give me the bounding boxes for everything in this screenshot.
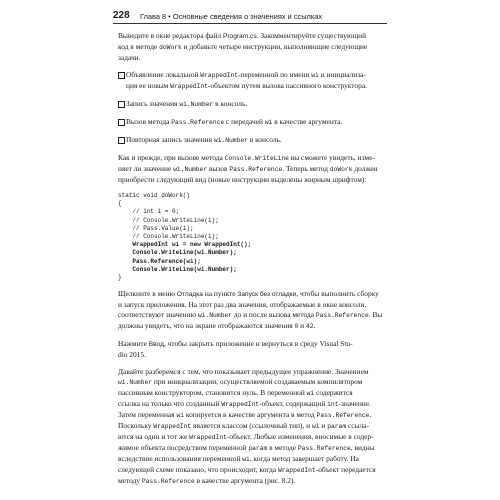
intro-paragraph [118, 31, 392, 63]
text-line: няет ли значение wi.Number вызов Pass.Reference. Теперь метод doWork должен [118, 164, 378, 173]
text-line: Щелкните в меню Отладка на пункте Запуск без отладки, чтобы выполнить сборку [118, 289, 379, 299]
text-line: Вызов метода Pass.Reference с передачей wi в качестве аргумента. [126, 117, 343, 126]
list-item [118, 70, 392, 92]
text-line: Давайте разберемся с тем, что показывает предыдущее упражнение. Значением [118, 367, 369, 377]
checkbox-bullet-icon [118, 119, 125, 126]
text-line: Запись значения wi.Number в консоль. [126, 99, 248, 108]
text-line: Затем переменная wi копируется в качестве аргумента в метод Pass.Reference. [118, 410, 372, 420]
text-line: Как и прежде, при вызове метода Console.WriteLine вы сможете увидеть, изме- [118, 153, 375, 162]
paragraph [118, 367, 392, 487]
text-line: методу Pass.Reference в качестве аргумента (рис. 8.2). [118, 476, 296, 486]
list-item [118, 99, 392, 110]
code-line: // Console.WriteLine(i); [118, 233, 219, 241]
text-line: ция ее новым WrappedInt-объектом путем вызова пассивного конструктора. [126, 81, 367, 90]
text-line: Выведите в окне редактора файл Program.cs. Закомментируйте существующий [118, 31, 367, 40]
list-item [118, 135, 392, 146]
running-header [113, 11, 387, 24]
code-line-bold: Console.WriteLine(wi.Number); [118, 265, 237, 273]
text-line: Повторная запись значения wi.Number в консоль. [126, 135, 282, 144]
text-line: Нажмите Ввод, чтобы закрыть приложение и вернуться в среду Visual Stu- [118, 339, 353, 349]
page-body [118, 31, 392, 487]
code-line-bold: Pass.Reference(wi); [118, 257, 201, 265]
checkbox-bullet-icon [118, 72, 125, 79]
text-line: ются на один и тот же WrappedInt-объект. Любые изменения, вносимые в содер- [118, 432, 374, 442]
text-line: должны увидеть, что на экране отображаются значения 0 и 42. [118, 321, 316, 331]
text-line: Объявление локальной WrappedInt-переменной по имени wi и инициализа- [126, 70, 366, 79]
paragraph [118, 153, 392, 185]
code-line: { [118, 200, 122, 208]
text-line: жимое объекта посредством переменной param в методе Pass.Reference, видны [118, 443, 375, 453]
text-line: и запуск приложения. На этот раз два значения, отображаемые в окне консоли, [118, 300, 367, 310]
code-line: // int i = 0; [118, 208, 180, 216]
code-line: } [118, 274, 122, 282]
text-line: ссылка на только что созданный WrappedInt-объект, содержащий int-значение. [118, 399, 371, 409]
paragraph [118, 339, 392, 360]
text-line: dio 2015. [118, 350, 146, 360]
text-line: код в методе doWork и добавьте четыре инструкции, выполняющие следующие [118, 42, 368, 51]
text-line: приобрести следующий вид (новые инструкции выделены жирным шрифтом): [118, 175, 367, 184]
text-line: wi.Number при инициализации, осуществляемой создаваемым компилятором [118, 377, 363, 387]
text-line: пассивным конструктором, становится нуль. В переменной wi содержится [118, 388, 353, 398]
code-line: // Console.WriteLine(i); [118, 216, 219, 224]
paragraph [118, 289, 392, 332]
code-line: static void doWork() [118, 192, 191, 199]
code-line-bold: WrappedInt wi = new WrappedInt(); [118, 241, 252, 249]
text-line: вследствие использования переменной wi, когда метод завершает работу. На [118, 454, 359, 464]
text-line: соответствуют значению wi.Number до и после вызова метода Pass.Reference. Вы [118, 310, 383, 320]
list-item [118, 117, 392, 128]
code-line-bold: Console.WriteLine(wi.Number); [118, 249, 237, 257]
checkbox-bullet-icon [118, 101, 125, 108]
code-listing [118, 192, 392, 282]
code-line: // Pass.Value(i); [118, 224, 194, 232]
page-number: 228 [113, 10, 130, 21]
chapter-title: Глава 8 • Основные сведения о значениях и ссылках [140, 12, 323, 21]
text-line: задачи. [118, 53, 141, 62]
text-line: Поскольку WrappedInt является классом (ссылочный тип), и wi и param ссыла- [118, 421, 369, 431]
checkbox-bullet-icon [118, 137, 125, 144]
text-line: следующей схеме показано, что происходит, когда WrappedInt-объект передается [118, 465, 376, 475]
